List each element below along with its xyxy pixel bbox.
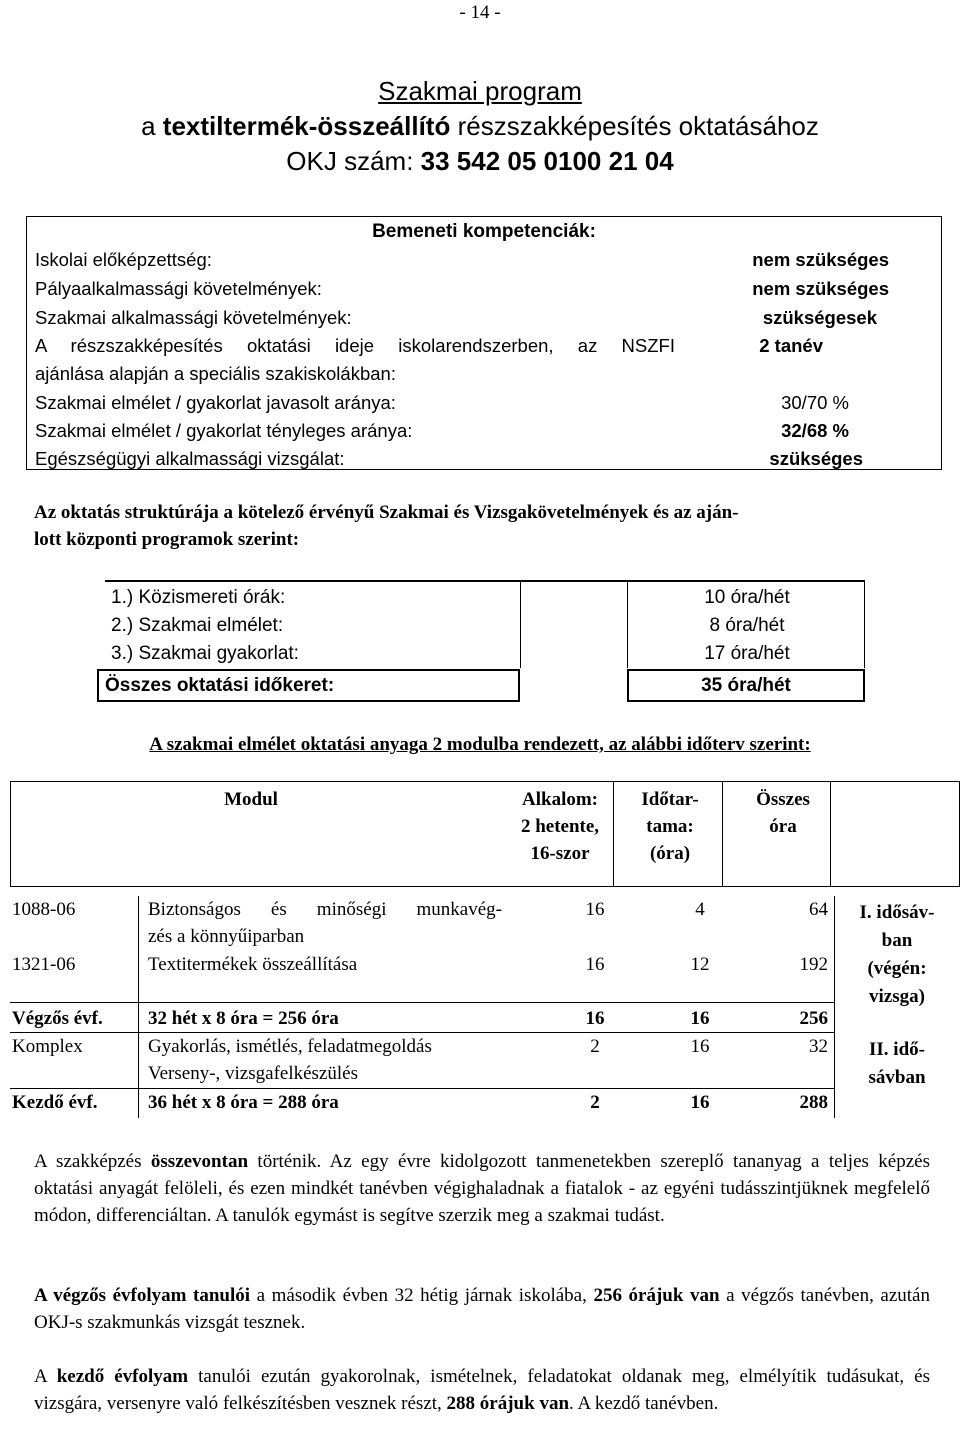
module-table-header	[10, 781, 960, 887]
hours-list: 1.) Közismereti órák: 10 óra/hét 2.) Szakmai elmélet: 8 óra/hét 3.) Szakmai gyakorlat: 17 óra/hét	[111, 587, 790, 664]
col-osszes: Összes óra	[756, 789, 810, 837]
module-code: 1088-06	[12, 899, 76, 920]
module-ossz: 192	[799, 954, 828, 975]
module-ossz: 64	[809, 899, 828, 920]
paragraph-1: A szakképzés összevontan történik. Az egy évre kidolgozott tanmenetekben szereplő tananyag a teljes képzés oktatási anyagát felöleli, és ezen mindkét tanévben végighaladnak a fiatalok - az egyéni tudásszintjüknek megfelelő módon, differenciáltan. A tanulók egymást is segítve szerzik meg a szakmai tudást.	[34, 1151, 930, 1226]
module-name: Biztonságos és minőségi munkavég-	[148, 899, 502, 920]
time-band-2: II. idő- sávban	[868, 1039, 926, 1088]
competencies-heading: Bemeneti kompetenciák:	[372, 221, 596, 242]
col-modul: Modul	[224, 789, 278, 810]
module-name: Gyakorlás, ismétlés, feladatmegoldás	[148, 1036, 432, 1057]
module-ossz: 288	[799, 1092, 828, 1113]
hours-divider	[864, 582, 865, 668]
program-subtitle: a textiltermék-összeállító részszakképesítés oktatásához	[141, 111, 819, 141]
col-idotartam: Időtar- tama: (óra)	[641, 789, 699, 864]
module-code: Kezdő évf.	[12, 1092, 98, 1113]
module-code: Komplex	[12, 1036, 83, 1057]
row-separator	[10, 1088, 834, 1089]
header-divider	[722, 782, 723, 886]
paragraph-3: A kezdő évfolyam tanulói ezután gyakorolnak, ismételnek, feladatokat oldanak meg, elmélyítik tudásukat, és vizsgára, versenyre való felkészítésben vesznek részt, 288 órájuk van. A kezdő tanévben.	[34, 1366, 930, 1414]
row-separator	[10, 1032, 834, 1033]
module-name-cont: Verseny-, vizsgafelkészülés	[148, 1063, 358, 1084]
program-title: Szakmai program	[378, 76, 582, 106]
column-rule	[834, 896, 835, 1118]
row-separator	[10, 1002, 834, 1003]
time-band-1: I. idősáv- ban (végén: vizsga)	[859, 902, 935, 1007]
paragraph-2: A végzős évfolyam tanulói a második évben 32 hétig járnak iskolába, 256 órájuk van a végzős tanévben, azután OKJ-s szakmunkás vizsgát tesznek.	[34, 1285, 930, 1333]
total-hours-value-box: 35 óra/hét	[627, 669, 865, 702]
okj-number: OKJ szám: 33 542 05 0100 21 04	[286, 146, 674, 176]
module-name: 36 hét x 8 óra = 288 óra	[148, 1092, 339, 1113]
module-ido: 16	[690, 1092, 710, 1113]
module-ido: 16	[690, 1036, 710, 1057]
module-name: Textitermékek összeállítása	[148, 954, 358, 975]
header-divider	[830, 782, 831, 886]
hours-divider	[627, 582, 628, 668]
module-alkalom: 2	[590, 1092, 600, 1113]
page-number: - 14 -	[459, 2, 501, 23]
module-section-title: A szakmai elmélet oktatási anyaga 2 modulba rendezett, az alábbi időterv szerint:	[149, 734, 811, 755]
module-code: Végzős évf.	[12, 1008, 103, 1029]
column-rule	[138, 896, 139, 1118]
col-alkalom: Alkalom: 2 hetente, 16-szor	[520, 789, 600, 864]
module-alkalom: 16	[585, 1008, 605, 1029]
structure-heading: Az oktatás struktúrája a kötelező érvényű Szakmai és Vizsgakövetelmények és az aján- lott központi programok szerint:	[34, 502, 739, 550]
module-ido: 16	[690, 1008, 710, 1029]
module-ido: 12	[690, 954, 710, 975]
hours-divider	[520, 582, 521, 668]
module-code: 1321-06	[12, 954, 76, 975]
module-name: 32 hét x 8 óra = 256 óra	[148, 1008, 339, 1029]
module-alkalom: 2	[590, 1036, 600, 1057]
competencies-box: Bemeneti kompetenciák: Iskolai előképzettség: nem szükséges Pályaalkalmassági követelmények: nem szükséges Szakmai alkalmassági követelmények: szükségesek A részszakképesítés oktatási ideje iskolarendszerben, az NSZFI 2 tanév ajánlása alapján a speciális szakiskolákban: Szakmai elmélet / gyakorlat javasolt aránya: 30/70 % Szakmai elmélet / gyakorlat tényleges aránya: 32/68 % Egészségügyi alkalmassági vizsgálat: szükséges	[26, 216, 942, 470]
module-name-cont: zés a könnyűiparban	[148, 926, 305, 947]
header-divider	[613, 782, 614, 886]
module-alkalom: 16	[585, 954, 605, 975]
module-rows	[10, 896, 960, 1126]
module-ossz: 256	[799, 1008, 828, 1029]
module-ido: 4	[695, 899, 705, 920]
module-ossz: 32	[809, 1036, 828, 1057]
total-hours-label-box: Összes oktatási időkeret:	[97, 669, 520, 702]
module-alkalom: 16	[585, 899, 605, 920]
